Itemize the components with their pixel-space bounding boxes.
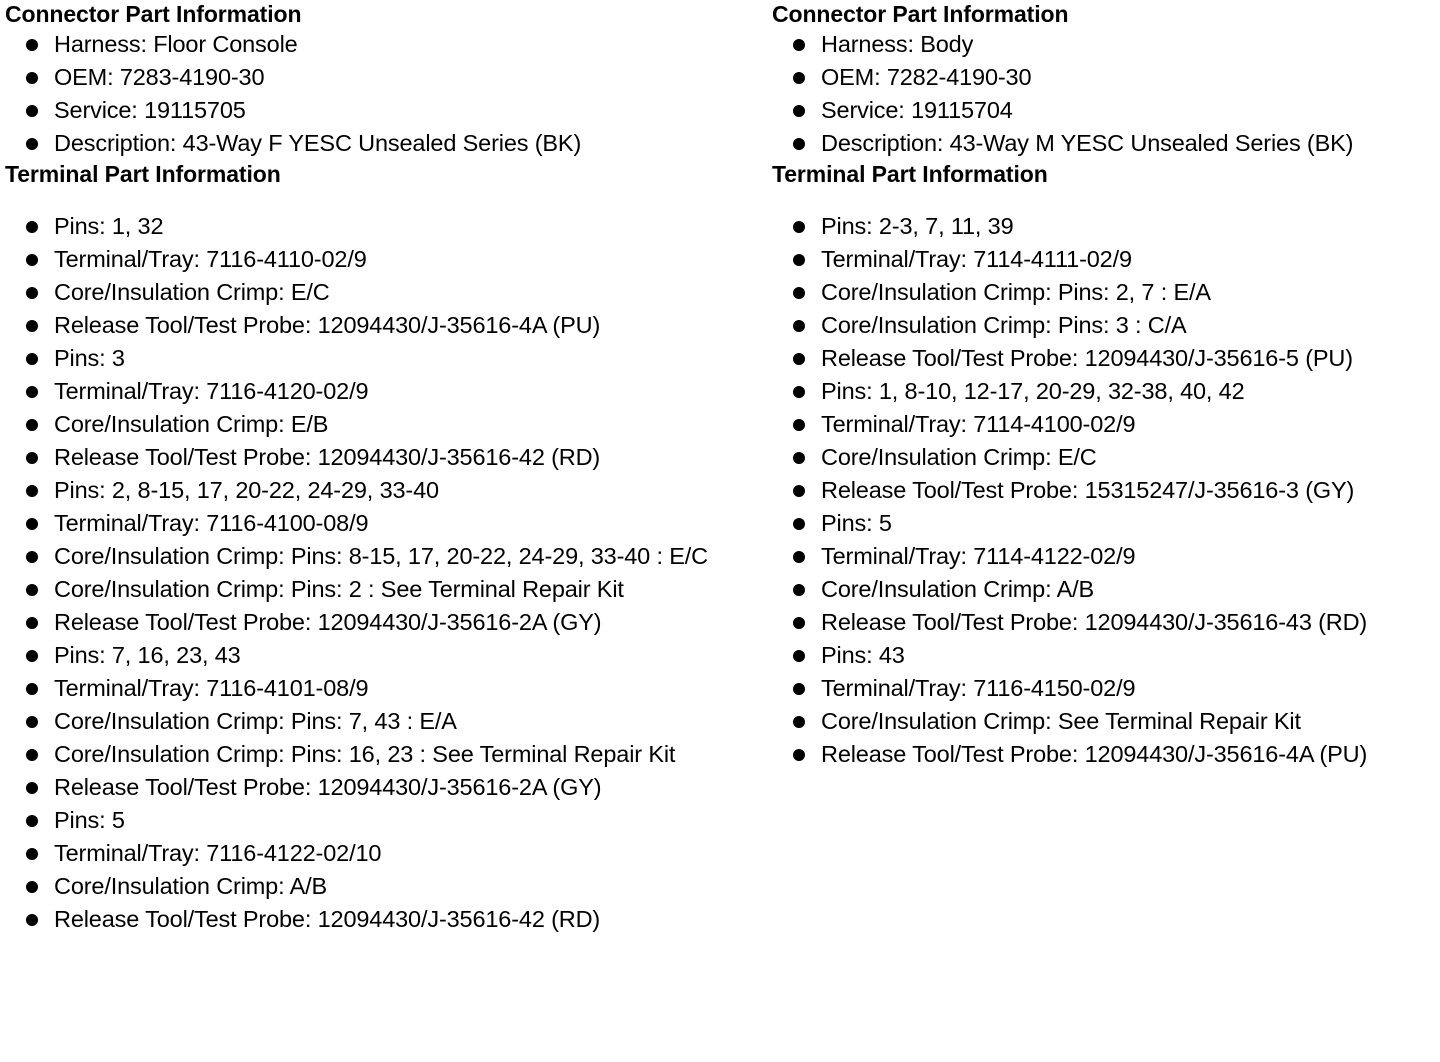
bullet-icon bbox=[26, 749, 38, 761]
list-item bbox=[5, 705, 765, 738]
bullet-icon bbox=[26, 881, 38, 893]
list-item bbox=[772, 672, 1432, 705]
item-text: Release Tool/Test Probe: 15315247/J-35616-3 (GY) bbox=[821, 477, 1355, 503]
item-text: Core/Insulation Crimp: E/B bbox=[54, 411, 329, 437]
list-item bbox=[772, 243, 1432, 276]
list-item bbox=[772, 342, 1432, 375]
bullet-icon bbox=[793, 221, 805, 233]
connector-info-list bbox=[5, 28, 765, 160]
item-text: Core/Insulation Crimp: A/B bbox=[821, 576, 1094, 602]
item-text: Terminal/Tray: 7114-4100-02/9 bbox=[821, 411, 1136, 437]
bullet-icon bbox=[26, 815, 38, 827]
list-item bbox=[5, 441, 765, 474]
item-text: Terminal/Tray: 7116-4120-02/9 bbox=[54, 378, 369, 404]
item-text: Core/Insulation Crimp: See Terminal Repair Kit bbox=[821, 708, 1301, 734]
bullet-icon bbox=[793, 551, 805, 563]
connector-info-list bbox=[772, 28, 1432, 160]
list-item bbox=[772, 127, 1432, 160]
item-text: Pins: 1, 32 bbox=[54, 213, 164, 239]
list-item bbox=[5, 738, 765, 771]
item-text: Release Tool/Test Probe: 12094430/J-35616-5 (PU) bbox=[821, 345, 1353, 371]
bullet-icon bbox=[793, 254, 805, 266]
list-item bbox=[772, 738, 1432, 771]
bullet-icon bbox=[793, 105, 805, 117]
item-text: Release Tool/Test Probe: 12094430/J-35616-43 (RD) bbox=[821, 609, 1368, 635]
list-item bbox=[5, 870, 765, 903]
item-text: OEM: 7282-4190-30 bbox=[821, 64, 1032, 90]
bullet-icon bbox=[26, 138, 38, 150]
terminal-group bbox=[5, 210, 765, 342]
list-item bbox=[772, 540, 1432, 573]
bullet-icon bbox=[26, 353, 38, 365]
bullet-icon bbox=[26, 848, 38, 860]
terminal-group bbox=[772, 639, 1432, 771]
list-item bbox=[5, 573, 765, 606]
list-item bbox=[772, 441, 1432, 474]
item-text: Release Tool/Test Probe: 12094430/J-35616-4A (PU) bbox=[54, 312, 601, 338]
item-text: OEM: 7283-4190-30 bbox=[54, 64, 265, 90]
bullet-icon bbox=[793, 287, 805, 299]
item-text: Core/Insulation Crimp: E/C bbox=[821, 444, 1097, 470]
item-text: Release Tool/Test Probe: 12094430/J-35616-42 (RD) bbox=[54, 906, 601, 932]
item-text: Harness: Floor Console bbox=[54, 31, 298, 57]
list-item bbox=[5, 672, 765, 705]
item-text: Core/Insulation Crimp: Pins: 3 : C/A bbox=[821, 312, 1187, 338]
item-text: Terminal/Tray: 7116-4100-08/9 bbox=[54, 510, 369, 536]
item-text: Terminal/Tray: 7116-4101-08/9 bbox=[54, 675, 369, 701]
item-text: Description: 43-Way F YESC Unsealed Series (BK) bbox=[54, 130, 582, 156]
list-item bbox=[5, 342, 765, 375]
list-item bbox=[5, 903, 765, 936]
bullet-icon bbox=[793, 39, 805, 51]
item-text: Core/Insulation Crimp: A/B bbox=[54, 873, 327, 899]
bullet-icon bbox=[793, 138, 805, 150]
bullet-icon bbox=[26, 72, 38, 84]
list-item bbox=[772, 276, 1432, 309]
item-text: Pins: 5 bbox=[821, 510, 892, 536]
item-text: Pins: 5 bbox=[54, 807, 125, 833]
terminal-group bbox=[5, 474, 765, 639]
list-item bbox=[772, 573, 1432, 606]
item-text: Core/Insulation Crimp: Pins: 16, 23 : See Terminal Repair Kit bbox=[54, 741, 676, 767]
bullet-icon bbox=[793, 72, 805, 84]
bullet-icon bbox=[793, 749, 805, 761]
item-text: Release Tool/Test Probe: 12094430/J-35616-2A (GY) bbox=[54, 609, 602, 635]
item-text: Core/Insulation Crimp: Pins: 2 : See Terminal Repair Kit bbox=[54, 576, 624, 602]
terminal-group bbox=[772, 210, 1432, 375]
item-text: Release Tool/Test Probe: 12094430/J-35616-2A (GY) bbox=[54, 774, 602, 800]
bullet-icon bbox=[26, 287, 38, 299]
terminal-group bbox=[5, 804, 765, 936]
bullet-icon bbox=[26, 485, 38, 497]
item-text: Pins: 2, 8-15, 17, 20-22, 24-29, 33-40 bbox=[54, 477, 439, 503]
list-item bbox=[5, 804, 765, 837]
list-item bbox=[772, 94, 1432, 127]
bullet-icon bbox=[793, 320, 805, 332]
list-item bbox=[5, 309, 765, 342]
bullet-icon bbox=[793, 617, 805, 629]
item-text: Release Tool/Test Probe: 12094430/J-35616-4A (PU) bbox=[821, 741, 1368, 767]
bullet-icon bbox=[26, 914, 38, 926]
list-item bbox=[772, 210, 1432, 243]
item-text: Service: 19115705 bbox=[54, 97, 246, 123]
list-item bbox=[5, 507, 765, 540]
list-item bbox=[772, 28, 1432, 61]
bullet-icon bbox=[26, 551, 38, 563]
terminal-group bbox=[5, 342, 765, 474]
bullet-icon bbox=[793, 518, 805, 530]
list-item bbox=[772, 705, 1432, 738]
connector-heading: Connector Part Information bbox=[5, 1, 302, 27]
item-text: Pins: 1, 8-10, 12-17, 20-29, 32-38, 40, 42 bbox=[821, 378, 1245, 404]
list-item bbox=[5, 243, 765, 276]
list-item bbox=[5, 540, 765, 573]
list-item bbox=[5, 606, 765, 639]
bullet-icon bbox=[26, 254, 38, 266]
list-item bbox=[772, 408, 1432, 441]
item-text: Core/Insulation Crimp: E/C bbox=[54, 279, 330, 305]
right-connector-column bbox=[772, 0, 1432, 771]
list-item bbox=[5, 408, 765, 441]
item-text: Core/Insulation Crimp: Pins: 8-15, 17, 20-22, 24-29, 33-40 : E/C bbox=[54, 543, 708, 569]
list-item bbox=[5, 639, 765, 672]
bullet-icon bbox=[793, 419, 805, 431]
item-text: Pins: 2-3, 7, 11, 39 bbox=[821, 213, 1014, 239]
list-item bbox=[772, 606, 1432, 639]
list-item bbox=[5, 127, 765, 160]
item-text: Pins: 3 bbox=[54, 345, 125, 371]
bullet-icon bbox=[26, 650, 38, 662]
item-text: Pins: 7, 16, 23, 43 bbox=[54, 642, 241, 668]
terminal-group bbox=[772, 507, 1432, 639]
left-connector-column bbox=[5, 0, 765, 936]
terminal-heading: Terminal Part Information bbox=[5, 161, 281, 187]
item-text: Terminal/Tray: 7116-4110-02/9 bbox=[54, 246, 367, 272]
bullet-icon bbox=[793, 485, 805, 497]
bullet-icon bbox=[26, 320, 38, 332]
item-text: Harness: Body bbox=[821, 31, 974, 57]
list-item bbox=[772, 375, 1432, 408]
item-text: Terminal/Tray: 7114-4111-02/9 bbox=[821, 246, 1132, 272]
bullet-icon bbox=[793, 584, 805, 596]
bullet-icon bbox=[26, 716, 38, 728]
bullet-icon bbox=[793, 452, 805, 464]
terminal-group bbox=[5, 639, 765, 804]
terminal-group bbox=[772, 375, 1432, 507]
list-item bbox=[5, 94, 765, 127]
bullet-icon bbox=[793, 353, 805, 365]
list-item bbox=[5, 28, 765, 61]
list-item bbox=[5, 61, 765, 94]
item-text: Pins: 43 bbox=[821, 642, 905, 668]
item-text: Terminal/Tray: 7114-4122-02/9 bbox=[821, 543, 1136, 569]
list-item bbox=[5, 276, 765, 309]
item-text: Description: 43-Way M YESC Unsealed Series (BK) bbox=[821, 130, 1354, 156]
list-item bbox=[772, 474, 1432, 507]
bullet-icon bbox=[26, 221, 38, 233]
connector-heading: Connector Part Information bbox=[772, 1, 1069, 27]
item-text: Terminal/Tray: 7116-4150-02/9 bbox=[821, 675, 1136, 701]
item-text: Release Tool/Test Probe: 12094430/J-35616-42 (RD) bbox=[54, 444, 601, 470]
bullet-icon bbox=[793, 386, 805, 398]
bullet-icon bbox=[26, 39, 38, 51]
bullet-icon bbox=[793, 683, 805, 695]
terminal-heading: Terminal Part Information bbox=[772, 161, 1048, 187]
item-text: Core/Insulation Crimp: Pins: 2, 7 : E/A bbox=[821, 279, 1211, 305]
item-text: Core/Insulation Crimp: Pins: 7, 43 : E/A bbox=[54, 708, 457, 734]
bullet-icon bbox=[26, 683, 38, 695]
bullet-icon bbox=[793, 650, 805, 662]
bullet-icon bbox=[26, 617, 38, 629]
list-item bbox=[772, 61, 1432, 94]
bullet-icon bbox=[26, 452, 38, 464]
bullet-icon bbox=[26, 782, 38, 794]
bullet-icon bbox=[26, 105, 38, 117]
list-item bbox=[5, 837, 765, 870]
bullet-icon bbox=[26, 419, 38, 431]
list-item bbox=[772, 507, 1432, 540]
list-item bbox=[772, 639, 1432, 672]
list-item bbox=[5, 210, 765, 243]
item-text: Terminal/Tray: 7116-4122-02/10 bbox=[54, 840, 382, 866]
list-item bbox=[772, 309, 1432, 342]
list-item bbox=[5, 375, 765, 408]
list-item bbox=[5, 771, 765, 804]
bullet-icon bbox=[26, 386, 38, 398]
bullet-icon bbox=[793, 716, 805, 728]
list-item bbox=[5, 474, 765, 507]
bullet-icon bbox=[26, 584, 38, 596]
bullet-icon bbox=[26, 518, 38, 530]
item-text: Service: 19115704 bbox=[821, 97, 1013, 123]
